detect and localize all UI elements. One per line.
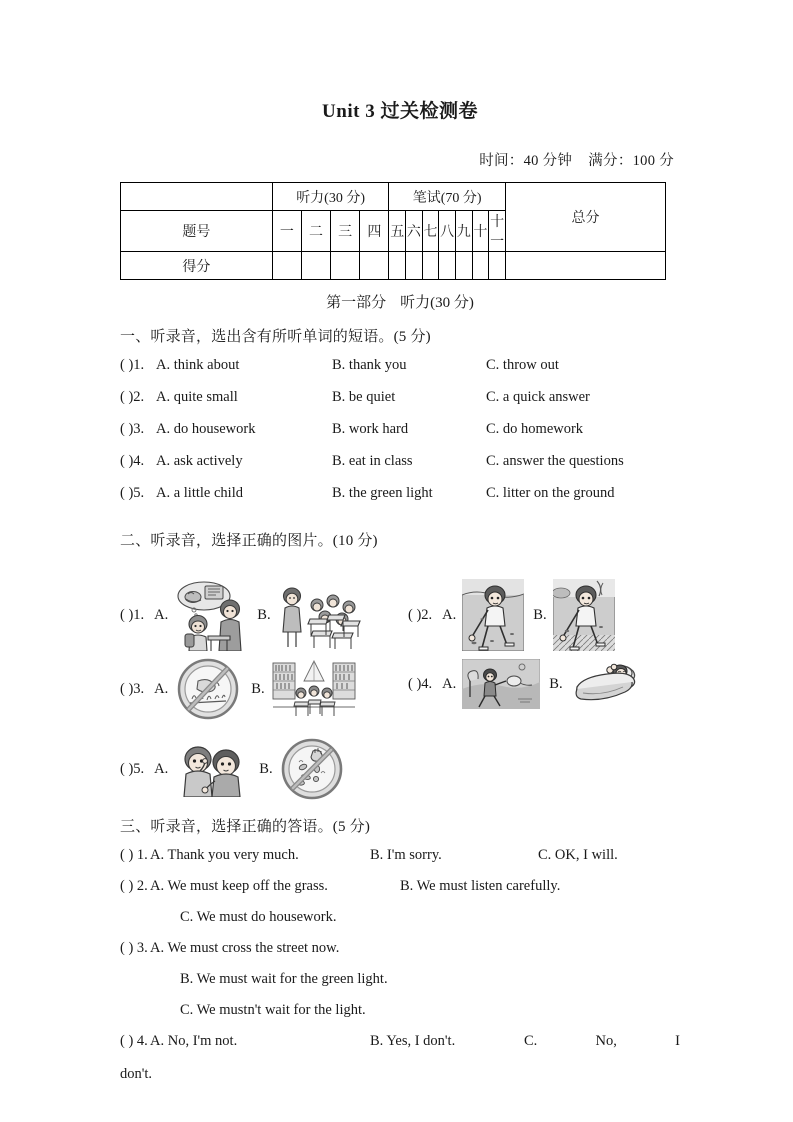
option-b[interactable]: B. work hard (332, 421, 409, 437)
option-c[interactable]: C. a quick answer (486, 389, 590, 405)
score-table-num-11: 十一 (489, 211, 506, 252)
part-one-name: 听力(30 分) (400, 295, 474, 311)
question-row (120, 453, 680, 485)
score-cell-11[interactable] (489, 252, 506, 280)
score-table-corner-cell (121, 183, 273, 211)
person-picking-up-litter-on-grass-image[interactable] (553, 579, 615, 651)
option-b-letter[interactable]: B. (549, 675, 563, 692)
child-sleeping-in-bed-image[interactable] (569, 657, 641, 711)
option-a-letter[interactable]: A. (154, 760, 169, 777)
score-table-score-row (121, 252, 666, 280)
answer-blank[interactable]: ( )4. (120, 453, 145, 469)
option-a-letter[interactable]: A. (154, 606, 169, 623)
section-two-heading: 二、听录音，选择正确的图片。(10 分) (120, 533, 378, 549)
teacher-with-students-in-classroom-image[interactable] (277, 579, 363, 651)
option-b[interactable]: B. thank you (332, 357, 407, 373)
option-a[interactable]: A. We must cross the street now. (150, 940, 340, 956)
option-b-letter[interactable]: B. (257, 606, 271, 623)
score-cell-5[interactable] (389, 252, 406, 280)
option-b[interactable]: B. eat in class (332, 453, 413, 469)
exam-full-score-label: 满分：100 分 (588, 153, 674, 169)
answer-blank[interactable]: ( ) 1. (120, 847, 148, 863)
score-cell-8[interactable] (439, 252, 456, 280)
option-c[interactable]: C. OK, I will. (538, 847, 618, 863)
option-b[interactable]: B. be quiet (332, 389, 396, 405)
score-table-num-4: 四 (360, 211, 389, 252)
answer-blank[interactable]: ( )5. (120, 485, 145, 501)
question-row (120, 485, 680, 517)
child-making-quiet-gesture-image[interactable] (174, 741, 250, 797)
option-c-word-1: No, (595, 1033, 617, 1049)
option-c[interactable]: C. We must do housework. (180, 909, 337, 925)
score-table-num-5: 五 (389, 211, 406, 252)
section-one-heading: 一、听录音，选出含有所听单词的短语。(5 分) (120, 329, 431, 345)
score-cell-7[interactable] (422, 252, 439, 280)
option-b-letter[interactable]: B. (533, 606, 547, 623)
option-a[interactable]: A. a little child (156, 485, 243, 501)
option-b-letter[interactable]: B. (259, 760, 273, 777)
option-c-continued: don't. (120, 1066, 153, 1082)
option-c[interactable]: C. answer the questions (486, 453, 624, 469)
option-b[interactable]: B. We must wait for the green light. (180, 971, 388, 987)
score-table-row-label-score: 得分 (121, 252, 273, 280)
option-b[interactable]: B. We must listen carefully. (400, 878, 561, 894)
score-cell-1[interactable] (272, 252, 301, 280)
option-a-letter[interactable]: A. (442, 675, 457, 692)
boy-playing-outdoors-image[interactable] (462, 659, 540, 709)
option-a[interactable]: A. ask actively (156, 453, 243, 469)
picture-question-row (120, 727, 680, 801)
picture-question-5 (120, 737, 345, 801)
option-b[interactable]: B. the green light (332, 485, 433, 501)
score-table-group-row (121, 183, 666, 211)
question-row (120, 940, 680, 971)
answer-blank[interactable]: ( )3. (120, 680, 145, 697)
option-c-word-2: I (675, 1033, 680, 1049)
score-cell-6[interactable] (406, 252, 423, 280)
answer-blank[interactable]: ( )1. (120, 357, 145, 373)
score-table-num-10: 十 (472, 211, 489, 252)
answer-blank[interactable]: ( )1. (120, 606, 145, 623)
score-table-num-9: 九 (455, 211, 472, 252)
boy-daydreaming-in-class-image[interactable] (174, 579, 248, 651)
score-table-total-header: 总分 (505, 183, 665, 252)
question-row (120, 357, 680, 389)
score-table-num-3: 三 (331, 211, 360, 252)
section-one-questions (120, 357, 680, 517)
question-row-continued (120, 971, 680, 1002)
score-table (120, 182, 666, 280)
question-row-continued (120, 1002, 680, 1033)
option-b[interactable]: B. I'm sorry. (370, 847, 442, 863)
score-table-num-8: 八 (439, 211, 456, 252)
question-row (120, 1033, 680, 1064)
option-c[interactable] (524, 1033, 680, 1050)
score-cell-2[interactable] (301, 252, 330, 280)
part-one-heading (120, 291, 680, 312)
answer-blank[interactable]: ( )4. (408, 675, 433, 692)
score-cell-10[interactable] (472, 252, 489, 280)
section-two-questions (120, 561, 680, 801)
score-cell-9[interactable] (455, 252, 472, 280)
question-row (120, 421, 680, 453)
option-a[interactable]: A. Thank you very much. (150, 847, 299, 863)
exam-time-label: 时间：40 分钟 (479, 153, 573, 169)
score-cell-total[interactable] (505, 252, 665, 280)
option-b[interactable]: B. Yes, I don't. (370, 1033, 456, 1049)
score-table-row-label-number: 题号 (121, 211, 273, 252)
option-a[interactable]: A. do housework (156, 421, 256, 437)
answer-blank[interactable]: ( )2. (408, 606, 433, 623)
section-three-heading: 三、听录音，选择正确的答语。(5 分) (120, 819, 371, 835)
answer-blank[interactable]: ( ) 3. (120, 940, 148, 956)
picture-question-row (120, 647, 680, 719)
answer-blank[interactable]: ( )3. (120, 421, 145, 437)
picture-question-1 (120, 579, 363, 651)
picture-question-row (120, 561, 680, 639)
picture-question-3 (120, 657, 357, 721)
option-a-letter[interactable]: A. (154, 680, 169, 697)
score-table-num-6: 六 (406, 211, 423, 252)
score-table-num-7: 七 (422, 211, 439, 252)
question-row-continued (120, 909, 680, 940)
section-three-questions (120, 847, 680, 1083)
page-title: Unit 3 过关检测卷 (322, 101, 478, 122)
person-picking-up-litter-on-ground-image[interactable] (462, 579, 524, 651)
part-one-label: 第一部分 (326, 295, 387, 311)
answer-blank[interactable]: ( ) 4. (120, 1033, 148, 1049)
answer-blank[interactable]: ( )5. (120, 760, 145, 777)
score-table-written-group: 笔试(70 分) (389, 183, 506, 211)
score-table-listening-group: 听力(30 分) (272, 183, 389, 211)
picture-question-2 (408, 579, 615, 651)
option-a[interactable]: A. quite small (156, 389, 238, 405)
no-littering-sign-image[interactable] (279, 737, 345, 801)
option-a-letter[interactable]: A. (442, 606, 457, 623)
option-a[interactable]: A. No, I'm not. (150, 1033, 238, 1049)
answer-blank[interactable]: ( )2. (120, 389, 145, 405)
option-c[interactable]: C. throw out (486, 357, 559, 373)
option-c[interactable]: C. litter on the ground (486, 485, 615, 501)
option-a[interactable]: A. We must keep off the grass. (150, 878, 328, 894)
option-c[interactable]: C. We mustn't wait for the light. (180, 1002, 366, 1018)
answer-blank[interactable]: ( ) 2. (120, 878, 148, 894)
question-row (120, 847, 680, 878)
option-c[interactable]: C. do homework (486, 421, 584, 437)
score-table-num-2: 二 (301, 211, 330, 252)
option-b-letter[interactable]: B. (251, 680, 265, 697)
question-row (120, 389, 680, 421)
score-cell-4[interactable] (360, 252, 389, 280)
page-content (120, 96, 680, 1083)
option-a[interactable]: A. think about (156, 357, 240, 373)
score-table-num-1: 一 (272, 211, 301, 252)
children-reading-in-library-image[interactable] (271, 659, 357, 719)
no-stepping-on-grass-sign-image[interactable] (174, 657, 242, 721)
option-c-letter: C. (524, 1033, 538, 1049)
score-cell-3[interactable] (331, 252, 360, 280)
question-row (120, 878, 680, 909)
exam-meta-line (120, 149, 680, 170)
picture-question-4 (408, 657, 641, 711)
